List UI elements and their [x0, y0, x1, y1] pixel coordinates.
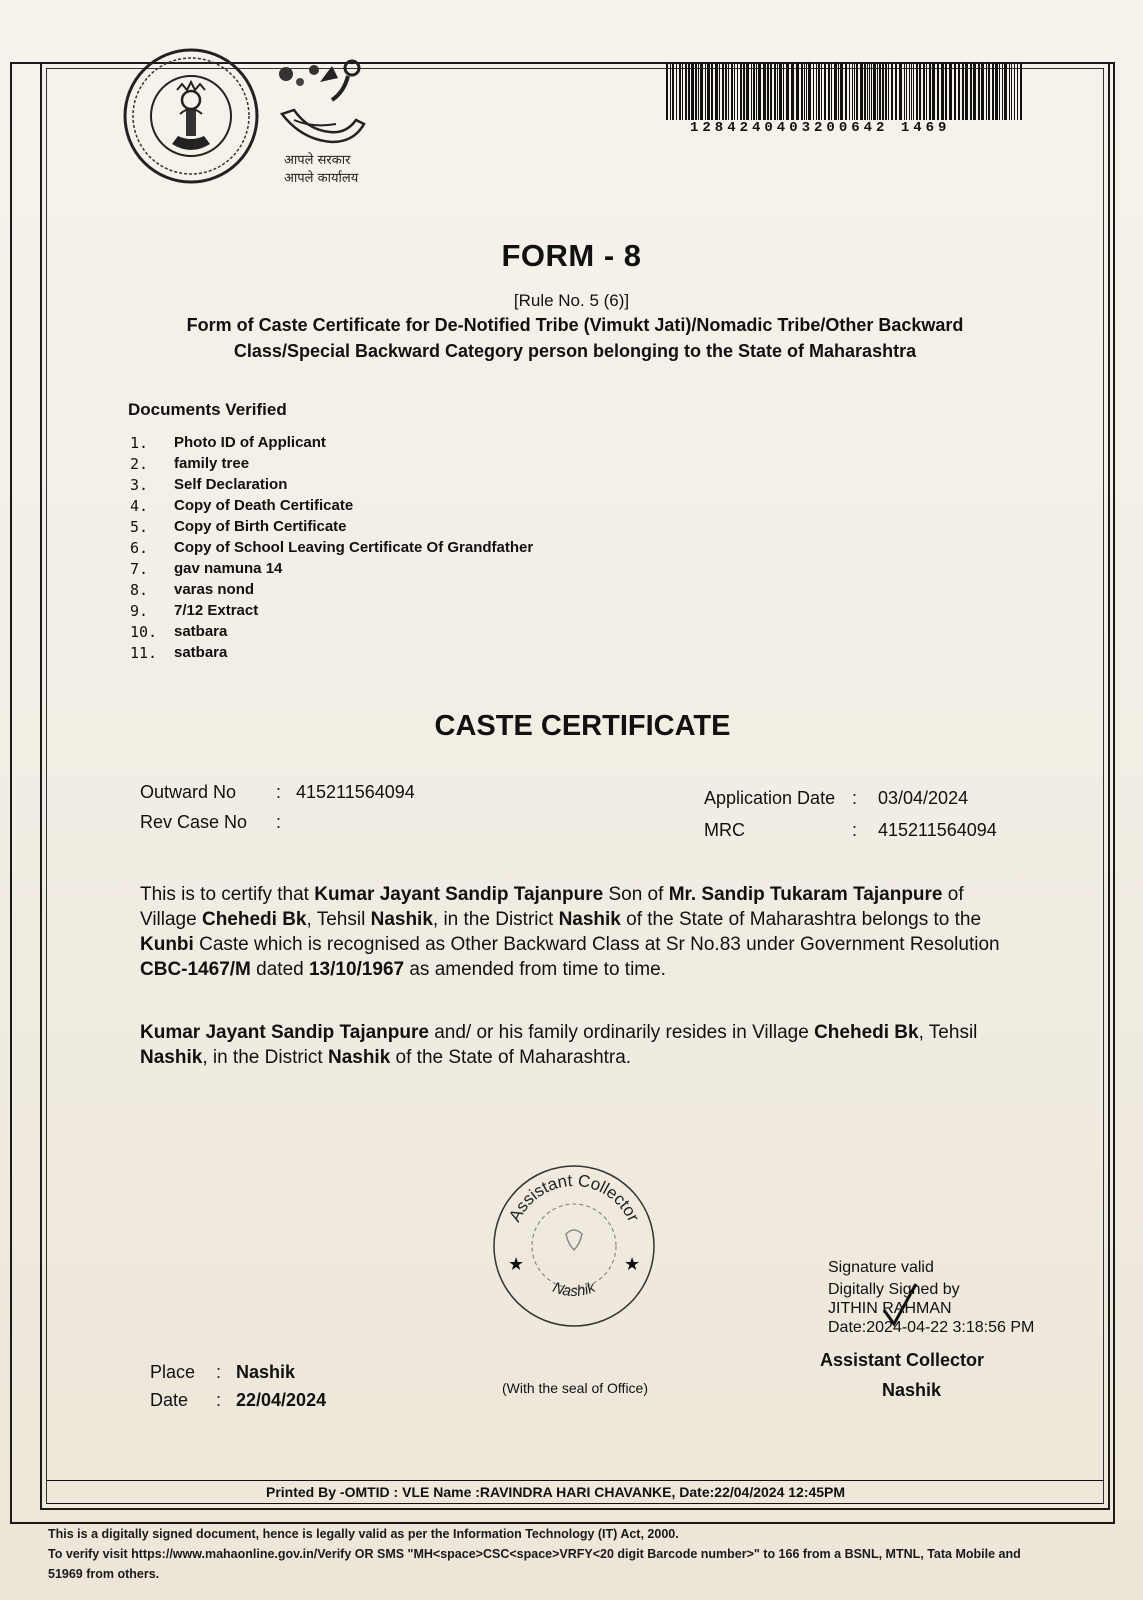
- application-date-label: Application Date: [704, 788, 836, 808]
- barcode-bar: [978, 62, 980, 120]
- barcode-bar: [1002, 62, 1003, 120]
- barcode-bar: [743, 62, 745, 120]
- barcode-bar: [1011, 62, 1012, 120]
- printed-by-line: Printed By -OMTID : VLE Name :RAVINDRA HARI CHAVANKE, Date:22/04/2024 12:45PM: [46, 1480, 1104, 1504]
- form-description: Form of Caste Certificate for De-Notified Tribe (Vimukt Jati)/Nomadic Tribe/Other Backward Class/Special Backward Category person belonging to the State of Maharashtra: [186, 315, 964, 361]
- district-name: Nashik: [327, 1047, 391, 1068]
- outward-no-value: 415211564094: [296, 782, 415, 802]
- seal-caption: (With the seal of Office): [501, 1380, 648, 1396]
- barcode-bar: [670, 62, 671, 120]
- para-text: , in the District: [432, 909, 559, 930]
- document-item: [130, 476, 533, 497]
- place-row: [150, 1362, 295, 1383]
- barcode-bar: [679, 62, 681, 120]
- barcode-bar: [986, 62, 987, 120]
- separator-colon: :: [852, 820, 858, 840]
- barcode-bar: [923, 62, 925, 120]
- logo-text-line-2: आपले कार्यालय: [284, 171, 359, 186]
- barcode-bar: [854, 62, 855, 120]
- barcode-bar: [932, 62, 935, 120]
- barcode-bar: [751, 62, 752, 120]
- seal-top-text: Assistant Collector: [505, 1170, 644, 1225]
- barcode-bar: [731, 62, 733, 120]
- father-name: Mr. Sandip Tukaram Tajanpure: [668, 884, 943, 905]
- barcode-bar: [988, 62, 990, 120]
- mrc-value: 415211564094: [878, 820, 997, 840]
- barcode-bar: [746, 62, 749, 120]
- para-text: Caste which is recognised as Other Backward Class at Sr No.83 under Government Resolution: [193, 934, 1000, 955]
- barcode-bar: [840, 62, 843, 120]
- barcode-bar: [995, 62, 998, 120]
- document-item: [130, 518, 533, 539]
- barcode-bar: [831, 62, 832, 120]
- documents-list: [130, 434, 533, 665]
- barcode-bar: [821, 62, 822, 120]
- barcode-bar: [666, 62, 668, 120]
- barcode-bar: [753, 62, 755, 120]
- resolution-date: 13/10/1967: [308, 959, 405, 980]
- barcode-bar: [783, 62, 784, 120]
- barcode-bar: [1014, 62, 1015, 120]
- separator-colon: :: [852, 788, 858, 808]
- barcode-bar: [682, 62, 683, 120]
- outward-no-label: Outward No: [140, 782, 237, 802]
- barcode-bar: [824, 62, 826, 120]
- barcode-bar: [888, 62, 889, 120]
- barcode-bar: [707, 62, 710, 120]
- barcode-bar: [945, 62, 947, 120]
- para-text: as amended from time to time.: [404, 959, 666, 980]
- barcode-bar: [719, 62, 720, 120]
- document-item: [130, 602, 533, 623]
- separator-colon: :: [276, 812, 282, 832]
- barcode-bar: [895, 62, 897, 120]
- document-number: 8.: [130, 581, 149, 599]
- barcode-bar: [779, 62, 782, 120]
- barcode-bar: [926, 62, 927, 120]
- barcode-bar: [758, 62, 761, 120]
- document-number: 4.: [130, 497, 149, 515]
- tehsil-name: Nashik: [140, 1047, 203, 1068]
- para-text: dated: [250, 959, 309, 980]
- signature-check-icon: [880, 1280, 920, 1336]
- document-label: 7/12 Extract: [174, 602, 259, 619]
- document-label: Photo ID of Applicant: [174, 434, 326, 451]
- document-label: Copy of School Leaving Certificate Of Grandfather: [174, 539, 534, 556]
- svg-text:★: ★: [508, 1254, 525, 1274]
- barcode-bar: [929, 62, 931, 120]
- barcode-bar: [864, 62, 866, 120]
- barcode-bar: [958, 62, 960, 120]
- barcode-bar: [691, 62, 694, 120]
- barcode-bar: [999, 62, 1000, 120]
- barcode-bar: [1009, 62, 1010, 120]
- footer-disclaimer: [48, 1524, 1118, 1584]
- para-text: , Tehsil: [918, 1022, 978, 1043]
- barcode-bar: [734, 62, 735, 120]
- place-value: Nashik: [236, 1362, 296, 1382]
- barcode-bar: [838, 62, 839, 120]
- barcode-bar: [777, 62, 778, 120]
- barcode-bar: [965, 62, 968, 120]
- document-label: Copy of Birth Certificate: [174, 518, 347, 535]
- barcode-bar: [882, 62, 884, 120]
- aaple-sarkar-logo-icon: [272, 58, 382, 158]
- rev-case-no-field: [140, 812, 296, 833]
- signature-valid-text: Signature valid: [828, 1259, 934, 1276]
- aaple-sarkar-logo-text: [284, 152, 384, 188]
- caste-name: Kunbi: [140, 934, 194, 955]
- document-item: [130, 560, 533, 581]
- barcode-bar: [919, 62, 921, 120]
- document-item: [130, 497, 533, 518]
- tehsil-name: Nashik: [370, 909, 433, 930]
- document-label: Self Declaration: [174, 476, 288, 493]
- para-text: This is to certify that: [140, 884, 315, 905]
- barcode-bar: [711, 62, 713, 120]
- barcode-bar: [770, 62, 772, 120]
- barcode-bar: [740, 62, 742, 120]
- barcode-bar: [891, 62, 893, 120]
- barcode-bar: [705, 62, 706, 120]
- document-label: varas nond: [174, 581, 255, 598]
- residence-paragraph: [140, 1020, 1020, 1070]
- application-date-value: 03/04/2024: [878, 788, 969, 808]
- barcode-bar: [856, 62, 858, 120]
- certificate-title: CASTE CERTIFICATE: [434, 710, 731, 742]
- document-item: [130, 455, 533, 476]
- barcode-bar: [906, 62, 907, 120]
- para-text: of the State of Maharashtra belongs to the: [620, 909, 982, 930]
- barcode-bar: [737, 62, 738, 120]
- document-number: 9.: [130, 602, 149, 620]
- barcode-bar: [1020, 62, 1022, 120]
- document-number: 3.: [130, 476, 149, 494]
- barcode-bar: [871, 62, 872, 120]
- barcode-number: 1284240403200642 1469: [690, 120, 951, 136]
- barcode-bar: [916, 62, 918, 120]
- rule-number: [Rule No. 5 (6)]: [513, 291, 630, 310]
- seal-bottom-text: Nashik: [550, 1278, 598, 1300]
- barcode-bar: [981, 62, 984, 120]
- barcode-bar: [700, 62, 703, 120]
- para-text: and/ or his family ordinarily resides in Village: [428, 1022, 815, 1043]
- barcode-bar: [796, 62, 799, 120]
- barcode-bar: [877, 62, 878, 120]
- barcode-bar: [885, 62, 887, 120]
- date-label: Date: [150, 1390, 189, 1410]
- footer-line-1: This is a digitally signed document, hence is legally valid as per the Information Technology (IT) Act, 2000.: [48, 1527, 679, 1541]
- document-number: 6.: [130, 539, 149, 557]
- date-value: 22/04/2024: [236, 1390, 327, 1410]
- application-date-field: [704, 788, 968, 809]
- barcode-bar: [816, 62, 817, 120]
- barcode-bar: [860, 62, 863, 120]
- document-number: 5.: [130, 518, 149, 536]
- barcode-bar: [909, 62, 910, 120]
- barcode-bar: [774, 62, 776, 120]
- para-text: Son of: [603, 884, 669, 905]
- form-title: FORM - 8: [501, 238, 642, 273]
- footer-line-3: 51969 from others.: [48, 1567, 160, 1581]
- barcode-bar: [913, 62, 914, 120]
- digital-signature-block: [828, 1258, 1034, 1337]
- separator-colon: :: [276, 782, 282, 802]
- signature-date: Date:2024-04-22 3:18:56 PM: [828, 1319, 1035, 1336]
- barcode-bar: [818, 62, 820, 120]
- logo-text-line-1: आपले सरकार: [284, 153, 351, 168]
- barcode-bar: [685, 62, 687, 120]
- barcode-bar: [672, 62, 674, 120]
- barcode-bar: [1017, 62, 1018, 120]
- barcode-bar: [867, 62, 868, 120]
- svg-text:★: ★: [624, 1254, 641, 1274]
- separator-colon: :: [216, 1390, 222, 1410]
- barcode-bar: [911, 62, 912, 120]
- barcode-bar: [767, 62, 769, 120]
- village-name: Chehedi Bk: [201, 909, 307, 930]
- barcode-bar: [941, 62, 944, 120]
- signatory-designation: Assistant Collector: [820, 1350, 985, 1370]
- document-number: 7.: [130, 560, 149, 578]
- document-item: [130, 644, 533, 665]
- barcode-bar: [722, 62, 724, 120]
- barcode-bar: [1004, 62, 1007, 120]
- barcode-bar: [725, 62, 727, 120]
- barcode-bar: [954, 62, 956, 120]
- document-number: 2.: [130, 455, 149, 473]
- barcode-bar: [763, 62, 766, 120]
- document-item: [130, 623, 533, 644]
- date-row: [150, 1390, 326, 1411]
- document-label: gav namuna 14: [174, 560, 283, 577]
- barcode-bar: [834, 62, 837, 120]
- rev-case-no-label: Rev Case No: [140, 812, 248, 832]
- mrc-field: [704, 820, 997, 841]
- para-text: , in the District: [202, 1047, 328, 1068]
- document-label: satbara: [174, 644, 228, 661]
- outward-no-field: [140, 782, 415, 803]
- barcode-bar: [949, 62, 952, 120]
- barcode-bar: [801, 62, 803, 120]
- barcode-bar: [873, 62, 876, 120]
- office-seal-icon: [488, 1160, 660, 1332]
- separator-colon: :: [216, 1362, 222, 1382]
- applicant-name: Kumar Jayant Sandip Tajanpure: [314, 884, 604, 905]
- document-number: 1.: [130, 434, 149, 452]
- barcode-bar: [970, 62, 972, 120]
- barcode-bar: [698, 62, 699, 120]
- resolution-number: CBC-1467/M: [140, 959, 251, 980]
- barcode-bar: [756, 62, 757, 120]
- barcode-bar: [879, 62, 881, 120]
- document-label: family tree: [174, 455, 250, 472]
- barcode-bar: [828, 62, 830, 120]
- barcode-bar: [962, 62, 964, 120]
- para-text: of the State of Maharashtra.: [390, 1047, 632, 1068]
- document-item: [130, 539, 533, 560]
- district-name: Nashik: [558, 909, 621, 930]
- document-item: [130, 434, 533, 455]
- barcode-bar: [849, 62, 850, 120]
- barcode-bar: [808, 62, 811, 120]
- barcode-bar: [786, 62, 789, 120]
- barcode-bar: [715, 62, 718, 120]
- certification-paragraph: [140, 882, 1020, 982]
- barcode-bar: [992, 62, 994, 120]
- applicant-name: Kumar Jayant Sandip Tajanpure: [140, 1022, 429, 1043]
- documents-heading: Documents Verified: [128, 400, 287, 419]
- document-number: 10.: [130, 623, 158, 641]
- para-text: , Tehsil: [306, 909, 371, 930]
- signatory-place: Nashik: [882, 1380, 942, 1400]
- barcode-bar: [899, 62, 902, 120]
- document-number: 11.: [130, 644, 158, 662]
- place-label: Place: [150, 1362, 196, 1382]
- village-name: Chehedi Bk: [814, 1022, 919, 1043]
- barcode-bar: [813, 62, 814, 120]
- barcode-bar: [676, 62, 677, 120]
- barcode-bar: [688, 62, 690, 120]
- barcode-bar: [937, 62, 939, 120]
- barcode-bar: [973, 62, 976, 120]
- barcode-bar: [845, 62, 847, 120]
- barcode-bar: [728, 62, 729, 120]
- document-label: satbara: [174, 623, 228, 640]
- maharashtra-emblem-icon: [122, 44, 260, 188]
- signer-name: JITHIN RAHMAN: [828, 1300, 952, 1317]
- barcode-bar: [806, 62, 807, 120]
- barcode-bar: [804, 62, 805, 120]
- para-text: of Village: [140, 884, 964, 930]
- barcode-icon: [666, 62, 1026, 120]
- signed-by-text: Digitally Signed by: [828, 1281, 960, 1298]
- document-item: [130, 581, 533, 602]
- barcode-bar: [695, 62, 697, 120]
- barcode-bar: [869, 62, 870, 120]
- barcode-bar: [852, 62, 853, 120]
- footer-line-2: To verify visit https://www.mahaonline.gov.in/Verify OR SMS "MH<space>CSC<space>VRFY<20 digit Barcode number>" to 166 from a BSNL, MTNL, Tata Mobile and: [48, 1547, 1021, 1561]
- document-label: Copy of Death Certificate: [174, 497, 354, 514]
- barcode-bar: [791, 62, 794, 120]
- barcode-bar: [904, 62, 905, 120]
- mrc-label: MRC: [704, 820, 745, 840]
